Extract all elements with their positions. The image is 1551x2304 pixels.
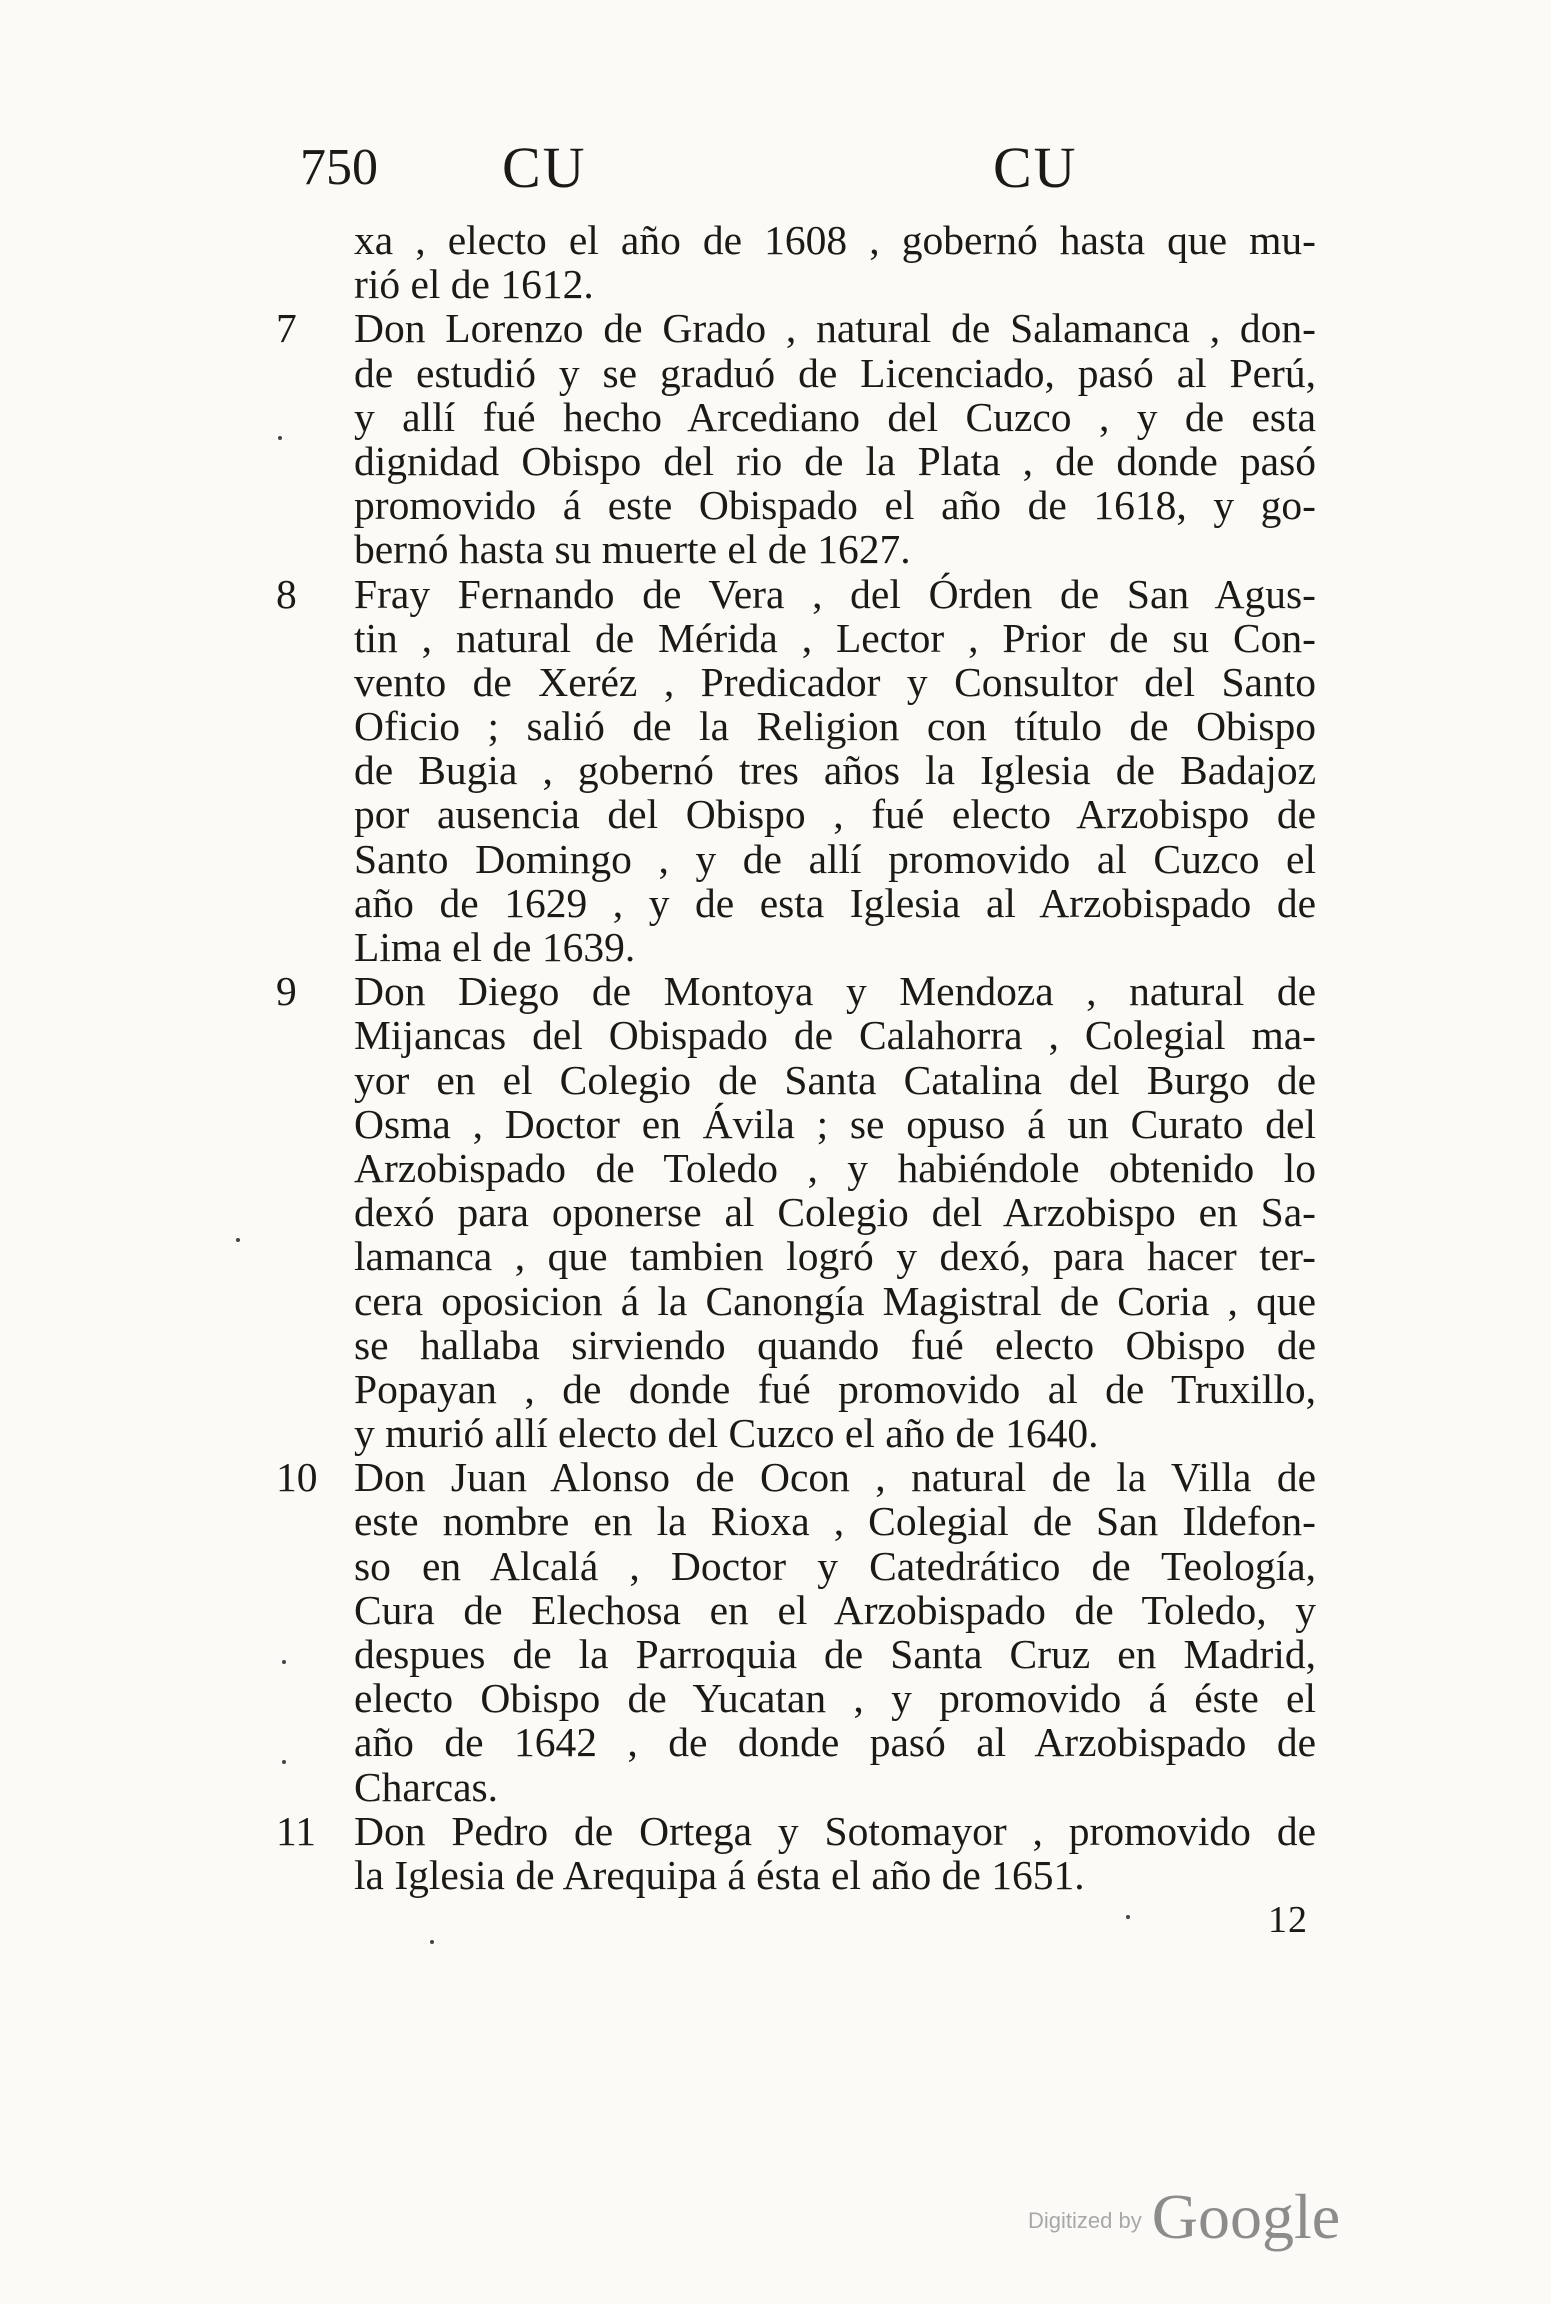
scan-speck — [282, 1660, 286, 1664]
entry-10 — [276, 1454, 1316, 1810]
body-text — [276, 217, 1316, 1898]
text-line: año de 1642 , de donde pasó al Arzobispado de — [354, 1719, 1316, 1766]
text-line: Oficio ; salió de la Religion con título de Obispo — [354, 703, 1316, 750]
text-line: Don Diego de Montoya y Mendoza , natural de — [354, 968, 1316, 1015]
text-line: la Iglesia de Arequipa á ésta el año de 1651. — [354, 1851, 1085, 1898]
text-line: electo Obispo de Yucatan , y promovido á éste el — [354, 1675, 1316, 1722]
text-line: so en Alcalá , Doctor y Catedrático de Teología, — [354, 1542, 1316, 1589]
scan-speck — [278, 436, 282, 440]
entry-number: 7 — [276, 305, 297, 352]
text-line: Santo Domingo , y de allí promovido al Cuzco el — [354, 835, 1316, 882]
text-line: bernó hasta su muerte el de 1627. — [354, 526, 911, 573]
text-line: y murió allí electo del Cuzco el año de 1640. — [354, 1410, 1099, 1457]
text-line: dignidad Obispo del rio de la Plata , de donde pasó — [354, 437, 1316, 484]
text-line: promovido á este Obispado el año de 1618, y go- — [354, 482, 1316, 529]
entry-number: 11 — [276, 1807, 316, 1854]
text-line: cera oposicion á la Canongía Magistral de Coria , que — [354, 1277, 1316, 1324]
text-line: Don Lorenzo de Grado , natural de Salamanca , don- — [354, 305, 1316, 352]
google-watermark — [1028, 2180, 1340, 2260]
entry-number: 10 — [276, 1454, 318, 1501]
text-line: Don Pedro de Ortega y Sotomayor , promovido de — [354, 1807, 1316, 1854]
text-line: este nombre en la Rioxa , Colegial de San Ildefon- — [354, 1498, 1316, 1545]
catchword: 12 — [1268, 1899, 1308, 1941]
text-line: tin , natural de Mérida , Lector , Prior de su Con- — [354, 614, 1316, 661]
text-line: Osma , Doctor en Ávila ; se opuso á un Curato del — [354, 1100, 1316, 1147]
scan-speck — [236, 1238, 240, 1242]
running-head-right: CU — [993, 135, 1078, 200]
entry-9 — [276, 968, 1316, 1457]
google-logo: Google — [1151, 2181, 1341, 2252]
text-line: vento de Xeréz , Predicador y Consultor del Santo — [354, 658, 1316, 705]
text-line: año de 1629 , y de esta Iglesia al Arzobispado de — [354, 879, 1316, 926]
scan-speck — [282, 1760, 286, 1764]
entry-11 — [276, 1807, 1316, 1898]
text-line: lamanca , que tambien logró y dexó, para hacer ter- — [354, 1233, 1316, 1280]
text-line: Mijancas del Obispado de Calahorra , Colegial ma- — [354, 1012, 1316, 1059]
text-line: rió el de 1612. — [354, 261, 594, 308]
text-line: dexó para oponerse al Colegio del Arzobispo en Sa- — [354, 1189, 1316, 1236]
text-line: se hallaba sirviendo quando fué electo Obispo de — [354, 1321, 1316, 1368]
text-line: Lima el de 1639. — [354, 924, 636, 970]
page-number: 750 — [300, 139, 378, 196]
scan-speck — [1126, 1915, 1130, 1919]
text-line: Charcas. — [354, 1763, 499, 1810]
text-line: de estudió y se graduó de Licenciado, pasó al Perú, — [354, 349, 1316, 396]
text-line: por ausencia del Obispo , fué electo Arzobispo de — [354, 791, 1316, 838]
continuation-paragraph — [354, 218, 1316, 306]
text-line: Fray Fernando de Vera , del Órden de San Agus- — [354, 570, 1316, 617]
scan-speck — [430, 1940, 434, 1944]
text-line: yor en el Colegio de Santa Catalina del Burgo de — [354, 1056, 1316, 1103]
text-line: Arzobispado de Toledo , y habiéndole obtenido lo — [354, 1144, 1316, 1191]
entry-7 — [276, 305, 1316, 573]
text-line: Don Juan Alonso de Ocon , natural de la Villa de — [354, 1454, 1316, 1501]
text-line: Popayan , de donde fué promovido al de Truxillo, — [354, 1365, 1316, 1412]
running-head-left: CU — [502, 135, 587, 200]
text-line: xa , electo el año de 1608 , gobernó hasta que mu- — [354, 217, 1316, 263]
page-header — [0, 128, 1551, 218]
text-line: Cura de Elechosa en el Arzobispado de Toledo, y — [354, 1586, 1316, 1633]
text-line: de Bugia , gobernó tres años la Iglesia de Badajoz — [354, 747, 1316, 794]
text-line: y allí fué hecho Arcediano del Cuzco , y de esta — [354, 393, 1316, 440]
text-line: despues de la Parroquia de Santa Cruz en Madrid, — [354, 1631, 1316, 1677]
entry-8 — [276, 570, 1316, 970]
watermark-prefix: Digitized by — [1028, 2208, 1142, 2233]
entry-number: 9 — [276, 968, 297, 1015]
entry-number: 8 — [276, 570, 297, 617]
